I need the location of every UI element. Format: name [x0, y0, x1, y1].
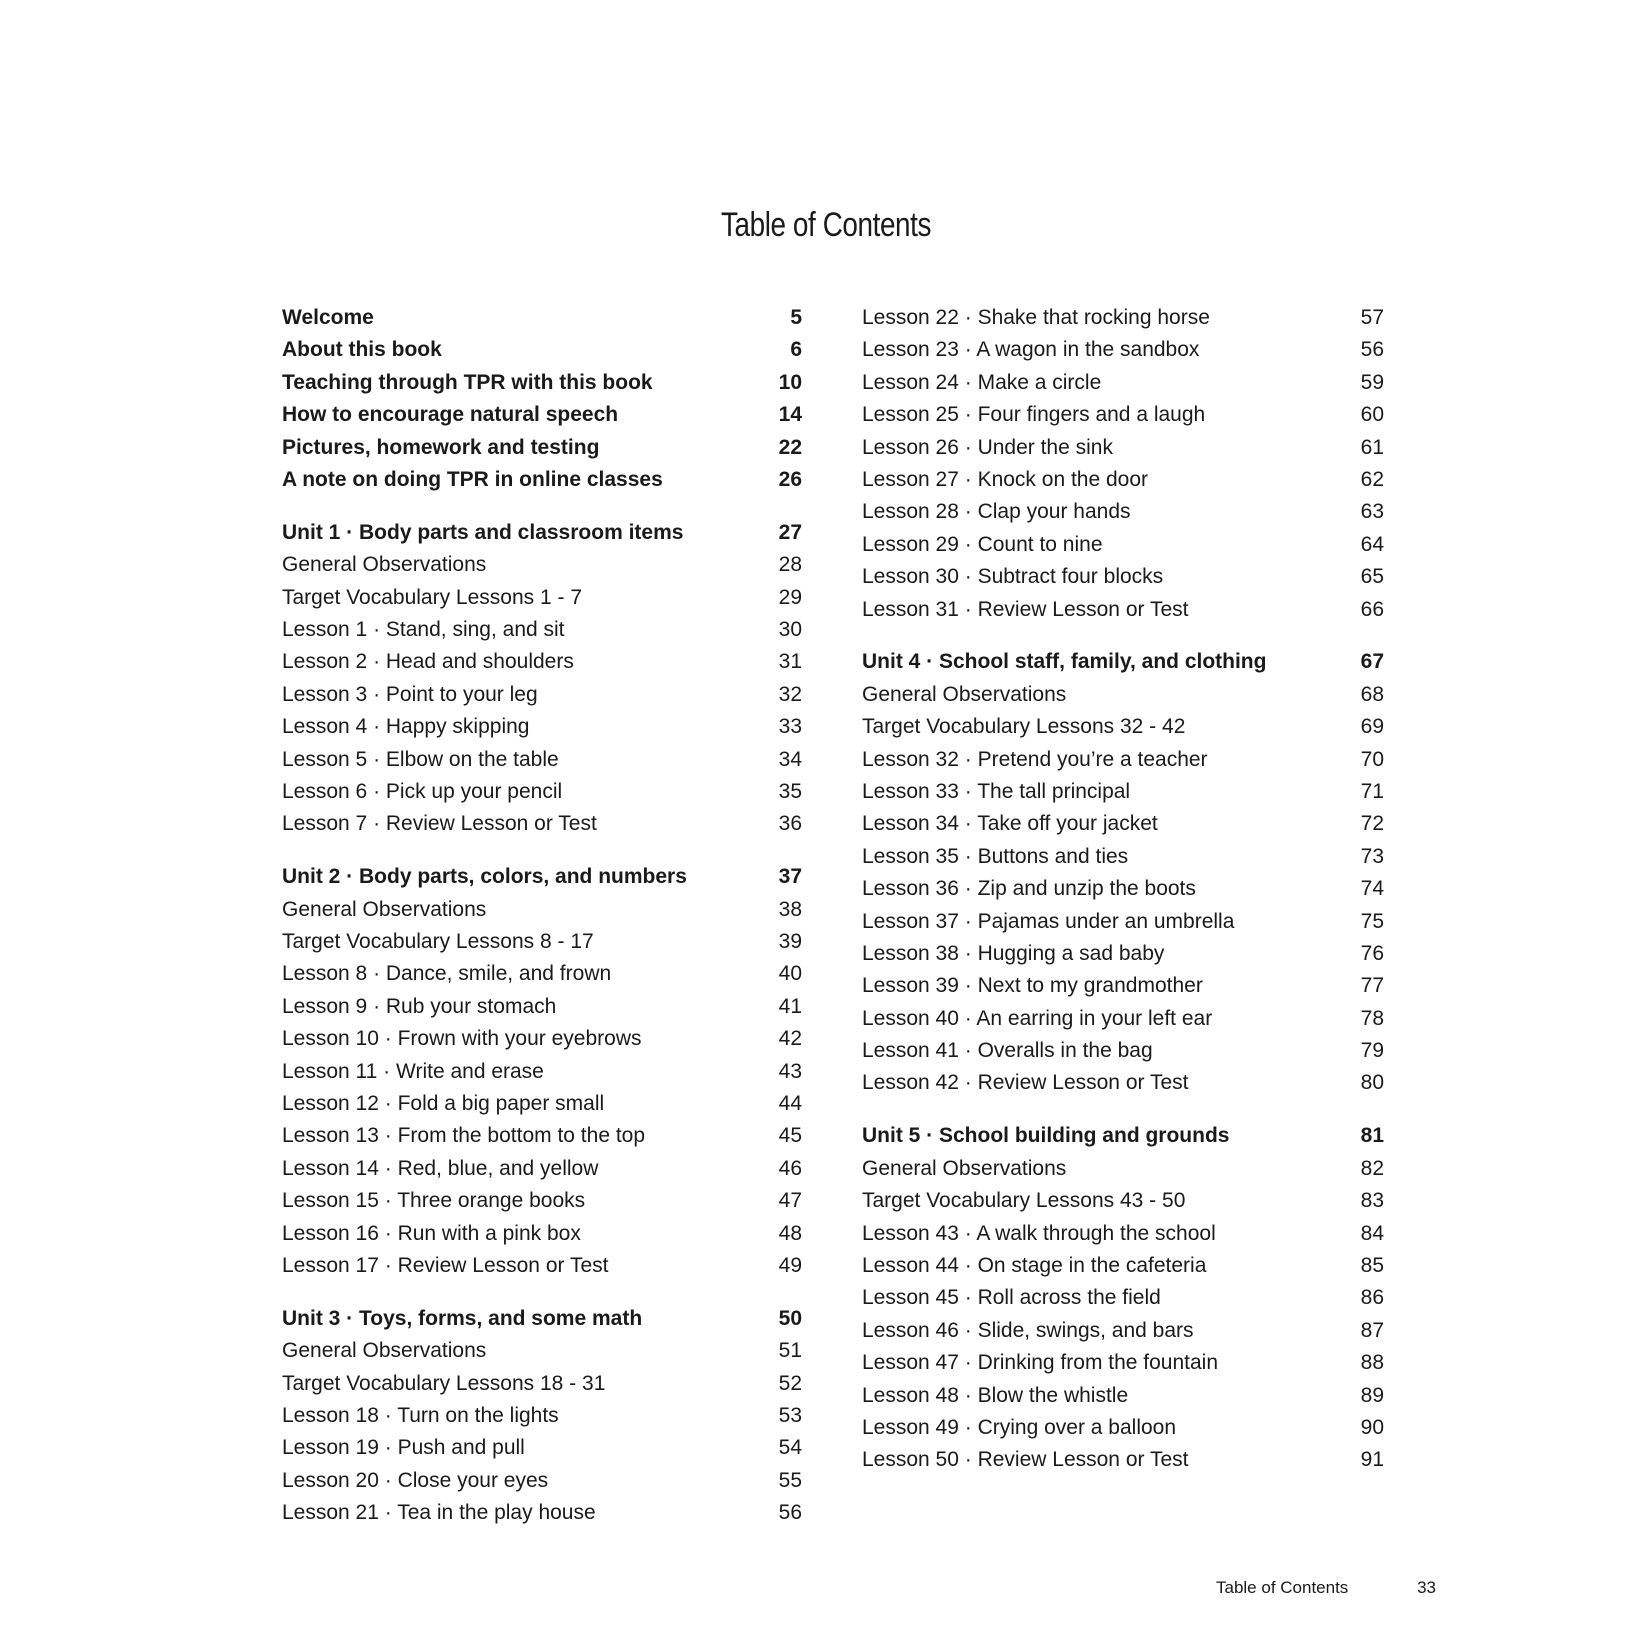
toc-entry-label: About this book: [282, 338, 442, 362]
toc-entry: [862, 776, 1384, 808]
toc-entry-label: Lesson 12 · Fold a big paper small: [282, 1091, 605, 1115]
toc-entry-label: Lesson 19 · Push and pull: [282, 1436, 525, 1460]
toc-heading-entry: [282, 432, 802, 464]
toc-entry: [282, 776, 802, 808]
toc-entry-page: 56: [778, 1501, 802, 1525]
toc-entry-page: 33: [778, 715, 802, 739]
toc-entry: [862, 594, 1384, 626]
toc-entry-label: Lesson 24 · Make a circle: [862, 370, 1102, 394]
toc-entry-page: 53: [778, 1404, 802, 1427]
toc-entry-page: 90: [1360, 1415, 1384, 1439]
toc-entry-page: 81: [1360, 1124, 1384, 1148]
toc-entry-page: 28: [778, 553, 802, 577]
toc-entry-label: Lesson 31 · Review Lesson or Test: [862, 597, 1189, 621]
toc-entry-label: Lesson 3 · Point to your leg: [282, 682, 538, 706]
toc-entry-page: 74: [1360, 877, 1384, 901]
toc-entry: [862, 334, 1384, 366]
toc-entry-page: 75: [1360, 909, 1384, 933]
toc-entry: [862, 906, 1384, 938]
section-gap: [282, 496, 802, 517]
toc-entry: [862, 1380, 1384, 1412]
toc-entry-label: Lesson 10 · Frown with your eyebrows: [282, 1027, 642, 1051]
toc-entry: [282, 711, 802, 743]
toc-entry: [282, 808, 802, 840]
toc-entry: [282, 1218, 802, 1250]
toc-entry-label: Lesson 44 · On stage in the cafeteria: [862, 1253, 1207, 1277]
toc-entry-label: Lesson 2 · Head and shoulders: [282, 650, 574, 674]
toc-entry-label: Lesson 41 · Overalls in the bag: [862, 1039, 1153, 1063]
toc-entry-label: Lesson 11 · Write and erase: [282, 1059, 544, 1083]
toc-entry: [862, 873, 1384, 905]
toc-entry: [862, 367, 1384, 399]
toc-entry-page: 26: [778, 467, 802, 491]
toc-right-column: [862, 302, 1384, 1477]
toc-entry-label: Lesson 5 · Elbow on the table: [282, 747, 559, 771]
toc-entry-page: 71: [1360, 779, 1384, 803]
toc-entry: [282, 646, 802, 678]
toc-entry-page: 45: [778, 1124, 802, 1148]
toc-entry-page: 83: [1360, 1189, 1384, 1213]
footer-page-number: 33: [1417, 1578, 1436, 1597]
toc-entry: [862, 432, 1384, 464]
toc-heading-entry: [282, 302, 802, 334]
toc-entry-page: 49: [778, 1253, 802, 1277]
toc-entry-label: Target Vocabulary Lessons 43 - 50: [862, 1189, 1186, 1213]
toc-entry-label: Lesson 21 · Tea in the play house: [282, 1501, 596, 1525]
toc-entry-label: Lesson 37 · Pajamas under an umbrella: [862, 909, 1235, 933]
toc-entry-page: 48: [778, 1221, 802, 1245]
toc-entry-label: Lesson 34 · Take off your jacket: [862, 812, 1158, 836]
toc-entry-page: 5: [790, 306, 802, 329]
toc-entry: [862, 711, 1384, 743]
toc-entry-page: 27: [778, 520, 802, 544]
toc-entry-label: General Observations: [282, 553, 487, 577]
toc-entry-page: 61: [1360, 435, 1384, 459]
toc-heading-entry: [282, 399, 802, 431]
toc-entry-page: 57: [1360, 306, 1384, 329]
footer-section-title: Table of Contents: [1216, 1578, 1349, 1597]
toc-entry: [282, 1185, 802, 1217]
toc-entry-label: Lesson 36 · Zip and unzip the boots: [862, 877, 1196, 901]
toc-entry: [282, 958, 802, 990]
toc-entry-label: Lesson 48 · Blow the whistle: [862, 1383, 1129, 1407]
toc-entry-label: Lesson 17 · Review Lesson or Test: [282, 1253, 609, 1277]
toc-entry-page: 76: [1360, 941, 1384, 965]
toc-entry-label: Lesson 35 · Buttons and ties: [862, 844, 1129, 868]
toc-entry-page: 44: [778, 1091, 802, 1115]
toc-entry-page: 80: [1360, 1071, 1384, 1095]
toc-entry-page: 41: [778, 994, 802, 1018]
toc-entry-page: 36: [778, 812, 802, 836]
toc-entry-label: Lesson 18 · Turn on the lights: [282, 1404, 559, 1427]
toc-entry: [282, 1400, 802, 1432]
toc-entry-page: 77: [1360, 974, 1384, 998]
toc-entry-page: 6: [790, 338, 802, 362]
toc-entry-label: Lesson 26 · Under the sink: [862, 435, 1113, 459]
toc-entry-label: Lesson 6 · Pick up your pencil: [282, 779, 563, 803]
toc-entry-page: 85: [1360, 1253, 1384, 1277]
toc-entry: [282, 1368, 802, 1400]
toc-entry-page: 46: [778, 1156, 802, 1180]
toc-entry-page: 70: [1360, 747, 1384, 771]
toc-entry-label: Teaching through TPR with this book: [282, 370, 653, 394]
toc-entry-page: 91: [1360, 1448, 1384, 1472]
toc-heading-entry: [282, 367, 802, 399]
toc-entry-label: Unit 1 · Body parts and classroom items: [282, 520, 684, 544]
toc-entry: [282, 549, 802, 581]
toc-entry-page: 66: [1360, 597, 1384, 621]
toc-entry-label: Lesson 32 · Pretend you’re a teacher: [862, 747, 1208, 771]
toc-entry-label: Lesson 1 · Stand, sing, and sit: [282, 618, 565, 642]
toc-entry-page: 52: [778, 1371, 802, 1395]
toc-entry-label: Lesson 49 · Crying over a balloon: [862, 1415, 1177, 1439]
toc-entry-label: Lesson 27 · Knock on the door: [862, 467, 1149, 491]
toc-entry-page: 89: [1360, 1383, 1384, 1407]
toc-heading-entry: [282, 334, 802, 366]
toc-left-column: [282, 302, 802, 1530]
toc-entry-label: Welcome: [282, 306, 374, 329]
toc-entry-label: Unit 2 · Body parts, colors, and numbers: [282, 865, 687, 889]
toc-entry-label: Pictures, homework and testing: [282, 435, 600, 459]
toc-entry-page: 42: [778, 1027, 802, 1051]
toc-entry: [862, 1185, 1384, 1217]
toc-entry: [282, 1088, 802, 1120]
toc-entry-label: Lesson 23 · A wagon in the sandbox: [862, 338, 1200, 362]
toc-entry: [862, 1003, 1384, 1035]
toc-entry: [862, 744, 1384, 776]
toc-entry-page: 40: [778, 962, 802, 986]
toc-entry-label: Lesson 29 · Count to nine: [862, 532, 1103, 556]
toc-entry-label: Target Vocabulary Lessons 1 - 7: [282, 585, 583, 609]
toc-entry: [862, 1153, 1384, 1185]
toc-entry-label: Lesson 7 · Review Lesson or Test: [282, 812, 597, 836]
toc-entry: [862, 679, 1384, 711]
toc-entry: [862, 1444, 1384, 1476]
toc-heading-entry: [282, 1303, 802, 1335]
toc-entry-label: Lesson 40 · An earring in your left ear: [862, 1006, 1213, 1030]
toc-entry: [862, 561, 1384, 593]
toc-entry: [862, 1250, 1384, 1282]
toc-entry-page: 14: [778, 403, 802, 427]
toc-entry-page: 68: [1360, 682, 1384, 706]
toc-entry: [282, 614, 802, 646]
toc-entry-label: A note on doing TPR in online classes: [282, 467, 663, 491]
toc-entry: [282, 1120, 802, 1152]
toc-entry-label: Unit 5 · School building and grounds: [862, 1124, 1230, 1148]
toc-entry-page: 43: [778, 1059, 802, 1083]
toc-entry: [862, 399, 1384, 431]
toc-entry-page: 55: [778, 1468, 802, 1492]
toc-entry-page: 31: [778, 650, 802, 674]
toc-entry-label: Lesson 22 · Shake that rocking horse: [862, 306, 1210, 329]
toc-entry: [862, 938, 1384, 970]
toc-entry-page: 10: [778, 370, 802, 394]
toc-entry-label: Target Vocabulary Lessons 18 - 31: [282, 1371, 606, 1395]
toc-entry-page: 54: [778, 1436, 802, 1460]
toc-entry: [282, 926, 802, 958]
toc-entry-label: Lesson 28 · Clap your hands: [862, 500, 1131, 524]
toc-entry: [862, 1035, 1384, 1067]
toc-entry-label: Unit 4 · School staff, family, and clothing: [862, 650, 1267, 674]
toc-entry-page: 32: [778, 682, 802, 706]
toc-heading-entry: [282, 861, 802, 893]
section-gap: [282, 841, 802, 862]
toc-entry-page: 82: [1360, 1156, 1384, 1180]
toc-entry-label: Unit 3 · Toys, forms, and some math: [282, 1306, 643, 1330]
toc-entry-page: 50: [778, 1306, 802, 1330]
toc-entry-page: 87: [1360, 1318, 1384, 1342]
toc-entry-label: General Observations: [282, 897, 487, 921]
toc-entry-label: Lesson 20 · Close your eyes: [282, 1468, 549, 1492]
toc-entry: [282, 1056, 802, 1088]
toc-entry-label: Lesson 33 · The tall principal: [862, 779, 1131, 803]
section-gap: [862, 1100, 1384, 1121]
toc-heading-entry: [862, 646, 1384, 678]
toc-entry: [282, 744, 802, 776]
toc-entry: [862, 808, 1384, 840]
toc-entry-page: 34: [778, 747, 802, 771]
toc-entry-label: Lesson 13 · From the bottom to the top: [282, 1124, 646, 1148]
toc-entry-label: Lesson 8 · Dance, smile, and frown: [282, 962, 612, 986]
toc-entry: [282, 679, 802, 711]
toc-entry-page: 56: [1360, 338, 1384, 362]
toc-entry: [862, 1315, 1384, 1347]
toc-entry-page: 79: [1360, 1039, 1384, 1063]
toc-entry-page: 30: [778, 618, 802, 642]
toc-entry-page: 72: [1360, 812, 1384, 836]
toc-entry-page: 60: [1360, 403, 1384, 427]
toc-entry-label: Lesson 45 · Roll across the field: [862, 1286, 1161, 1310]
toc-entry: [282, 1250, 802, 1282]
toc-entry: [282, 991, 802, 1023]
toc-entry-label: Lesson 39 · Next to my grandmother: [862, 974, 1203, 998]
toc-entry-page: 64: [1360, 532, 1384, 556]
page-footer: [1216, 1578, 1436, 1598]
toc-entry: [282, 1335, 802, 1367]
toc-entry-page: 38: [778, 897, 802, 921]
toc-entry-label: Lesson 46 · Slide, swings, and bars: [862, 1318, 1194, 1342]
toc-heading-entry: [282, 464, 802, 496]
toc-entry-label: Lesson 25 · Four fingers and a laugh: [862, 403, 1206, 427]
toc-entry-page: 63: [1360, 500, 1384, 524]
toc-entry-label: Lesson 16 · Run with a pink box: [282, 1221, 581, 1245]
toc-heading-entry: [282, 517, 802, 549]
toc-entry-page: 51: [778, 1339, 802, 1363]
toc-entry-page: 67: [1360, 650, 1384, 674]
toc-entry-label: General Observations: [862, 682, 1067, 706]
toc-entry: [862, 970, 1384, 1002]
toc-entry-page: 39: [778, 930, 802, 954]
toc-entry: [862, 1412, 1384, 1444]
toc-entry-page: 65: [1360, 565, 1384, 589]
toc-entry-label: Lesson 42 · Review Lesson or Test: [862, 1071, 1189, 1095]
toc-entry: [862, 496, 1384, 528]
toc-entry: [862, 1347, 1384, 1379]
toc-entry-label: Target Vocabulary Lessons 32 - 42: [862, 715, 1186, 739]
toc-entry-page: 59: [1360, 370, 1384, 394]
section-gap: [282, 1282, 802, 1303]
toc-entry-label: Lesson 50 · Review Lesson or Test: [862, 1448, 1189, 1472]
toc-entry-label: General Observations: [862, 1156, 1067, 1180]
toc-entry: [862, 1282, 1384, 1314]
toc-entry: [282, 1465, 802, 1497]
toc-entry: [282, 582, 802, 614]
toc-entry: [862, 529, 1384, 561]
section-gap: [862, 626, 1384, 647]
toc-entry: [862, 841, 1384, 873]
toc-entry-label: Lesson 30 · Subtract four blocks: [862, 565, 1164, 589]
toc-entry: [862, 1067, 1384, 1099]
toc-entry-page: 35: [778, 779, 802, 803]
toc-entry-page: 88: [1360, 1351, 1384, 1375]
toc-entry-page: 47: [778, 1189, 802, 1213]
toc-entry-label: Target Vocabulary Lessons 8 - 17: [282, 930, 594, 954]
toc-entry-page: 84: [1360, 1221, 1384, 1245]
toc-entry: [282, 1023, 802, 1055]
toc-heading-entry: [862, 1120, 1384, 1152]
toc-entry-label: Lesson 43 · A walk through the school: [862, 1221, 1216, 1245]
toc-entry: [282, 894, 802, 926]
toc-entry-page: 29: [778, 585, 802, 609]
toc-entry-label: Lesson 15 · Three orange books: [282, 1189, 586, 1213]
toc-entry: [862, 302, 1384, 334]
toc-entry-page: 62: [1360, 467, 1384, 491]
toc-entry: [282, 1497, 802, 1529]
toc-entry: [282, 1432, 802, 1464]
toc-entry: [282, 1153, 802, 1185]
toc-entry-page: 69: [1360, 715, 1384, 739]
toc-entry-page: 78: [1360, 1006, 1384, 1030]
toc-entry-label: Lesson 4 · Happy skipping: [282, 715, 530, 739]
toc-entry: [862, 464, 1384, 496]
toc-entry-label: Lesson 47 · Drinking from the fountain: [862, 1351, 1219, 1375]
toc-entry: [862, 1218, 1384, 1250]
toc-entry-page: 86: [1360, 1286, 1384, 1310]
toc-entry-label: Lesson 38 · Hugging a sad baby: [862, 941, 1165, 965]
toc-entry-page: 37: [778, 865, 802, 889]
toc-entry-label: Lesson 9 · Rub your stomach: [282, 994, 557, 1018]
toc-entry-label: General Observations: [282, 1339, 487, 1363]
page-title: Table of Contents: [720, 206, 932, 244]
toc-entry-label: How to encourage natural speech: [282, 403, 619, 427]
toc-entry-page: 22: [778, 435, 802, 459]
toc-entry-page: 73: [1360, 844, 1384, 868]
toc-entry-label: Lesson 14 · Red, blue, and yellow: [282, 1156, 599, 1180]
